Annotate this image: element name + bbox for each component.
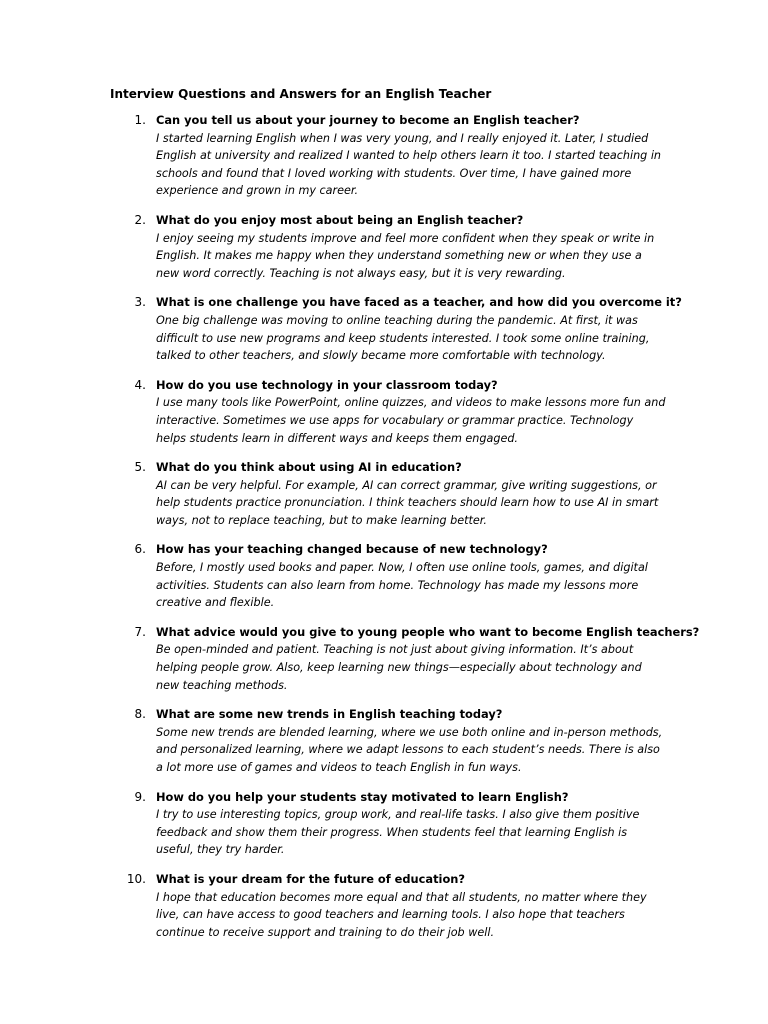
question-text: How do you use technology in your classroom today?: [156, 377, 498, 392]
question-text: What is one challenge you have faced as a teacher, and how did you overcome it?: [156, 295, 682, 310]
answer-text: I hope that education becomes more equal and that all students, no matter where they live, can have access to good teachers and learning tools. I also hope that teachers continue to receive support and training to do their job well.: [156, 890, 647, 939]
item-number: 2.: [134, 212, 146, 227]
item-number: 6.: [134, 542, 146, 557]
answer-text: Some new trends are blended learning, where we use both online and in-person methods, and personalized learning, where we adapt lessons to each student’s needs. There is also a lot more use of games and videos to teach English in fun ways.: [156, 725, 663, 774]
question-text: How do you help your students stay motivated to learn English?: [156, 789, 569, 804]
answer-text: I started learning English when I was very young, and I really enjoyed it. Later, I studied English at university and realized I wanted to help others learn it too. I started teaching in schools and found that I loved working with students. Over time, I have gained more experience and grown in my career.: [156, 131, 662, 198]
question-text: Can you tell us about your journey to become an English teacher?: [156, 113, 580, 127]
question-text: What advice would you give to young people who want to become English teachers?: [156, 624, 700, 639]
item-number: 7.: [134, 624, 146, 639]
question-text: What are some new trends in English teaching today?: [156, 707, 503, 722]
question-text: How has your teaching changed because of new technology?: [156, 542, 548, 557]
item-number: 5.: [134, 460, 146, 475]
qa-item-4: [0, 377, 666, 447]
question-text: What is your dream for the future of education?: [156, 871, 465, 886]
item-number: 4.: [134, 377, 146, 392]
answer-text: Be open-minded and patient. Teaching is not just about giving information. It’s about helping people grow. Also, keep learning new things—especially about technology and new teaching methods.: [156, 643, 642, 692]
qa-item-6: [0, 541, 666, 611]
item-number: 8.: [134, 707, 146, 722]
answer-text: One big challenge was moving to online teaching during the pandemic. At first, it was difficult to use new programs and keep students interested. I took some online training, talked to other teachers, and slowly became more comfortable with technology.: [156, 313, 650, 363]
item-number: 9.: [134, 789, 146, 804]
item-number: 3.: [134, 295, 146, 310]
answer-text: I enjoy seeing my students improve and feel more confident when they speak or write in English. It makes me happy when they understand something new or when they use a new word correctly. Teaching is not always easy, but it is very rewarding.: [156, 231, 655, 280]
qa-item-3: [0, 294, 682, 364]
qa-item-2: [0, 212, 666, 282]
qa-list: [0, 112, 768, 953]
question-text: What do you think about using AI in education?: [156, 460, 462, 475]
qa-item-5: [0, 459, 666, 529]
qa-item-10: [0, 871, 666, 941]
answer-text: I use many tools like PowerPoint, online quizzes, and videos to make lessons more fun and interactive. Sometimes we use apps for vocabulary or grammar practice. Technology helps students learn in different ways and keeps them engaged.: [156, 396, 666, 445]
document-title: Interview Questions and Answers for an English Teacher: [110, 87, 492, 101]
qa-item-1: [0, 112, 666, 200]
question-text: What do you enjoy most about being an English teacher?: [156, 212, 524, 227]
item-number: 10.: [126, 871, 146, 886]
qa-item-7: [0, 624, 700, 694]
qa-item-8: [0, 706, 666, 776]
qa-item-9: [0, 789, 666, 859]
answer-text: AI can be very helpful. For example, AI can correct grammar, give writing suggestions, or help students practice pronunciation. I think teachers should learn how to use AI in smart ways, not to replace teaching, but to make learning better.: [156, 478, 659, 527]
answer-text: I try to use interesting topics, group work, and real-life tasks. I also give them positive feedback and show them their progress. When students feel that learning English is useful, they try harder.: [156, 808, 640, 857]
item-number: 1.: [134, 113, 146, 127]
answer-text: Before, I mostly used books and paper. Now, I often use online tools, games, and digital activities. Students can also learn from home. Technology has made my lessons more creative and flexible.: [156, 561, 648, 610]
